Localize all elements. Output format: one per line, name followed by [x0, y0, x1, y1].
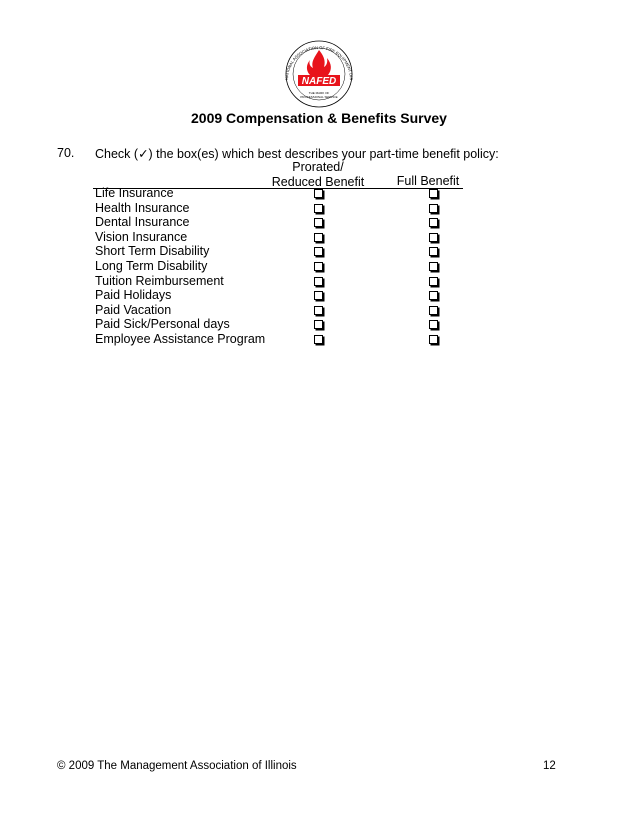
full-benefit-checkbox[interactable] [429, 233, 438, 242]
benefit-row [95, 201, 455, 216]
column-header-prorated-line1: Prorated/ [292, 160, 344, 174]
benefit-row [95, 303, 455, 318]
full-benefit-checkbox[interactable] [429, 262, 438, 271]
column-header-full: Full Benefit [396, 174, 460, 188]
prorated-checkbox[interactable] [314, 306, 323, 315]
logo-brand-text: NAFED [301, 76, 337, 87]
nafed-logo [278, 38, 360, 108]
prorated-checkbox[interactable] [314, 291, 323, 300]
benefit-row [95, 186, 455, 201]
column-header-prorated [266, 160, 370, 189]
full-benefit-checkbox[interactable] [429, 277, 438, 286]
benefit-row [95, 244, 455, 259]
benefit-label: Employee Assistance Program [95, 331, 266, 346]
prorated-checkbox[interactable] [314, 277, 323, 286]
column-header-prorated-line2: Reduced Benefit [271, 174, 365, 189]
page-number: 12 [543, 760, 556, 772]
benefit-row [95, 317, 455, 332]
benefit-label: Tuition Reimbursement [95, 273, 224, 288]
benefit-label: Life Insurance [95, 186, 174, 200]
benefit-label: Short Term Disability [95, 244, 210, 259]
prorated-checkbox[interactable] [314, 247, 323, 256]
prorated-checkbox[interactable] [314, 204, 323, 213]
benefit-row [95, 230, 455, 245]
full-benefit-checkbox[interactable] [429, 335, 438, 344]
full-benefit-checkbox[interactable] [429, 291, 438, 300]
benefit-label: Paid Vacation [95, 302, 172, 317]
benefit-label: Long Term Disability [95, 258, 208, 273]
full-benefit-checkbox[interactable] [429, 189, 438, 198]
footer-copyright: © 2009 The Management Association of Illinois [57, 760, 297, 772]
benefit-label: Paid Sick/Personal days [95, 317, 230, 332]
question-text: Check (✓) the box(es) which best describes your part-time benefit policy: [95, 147, 499, 161]
benefit-row [95, 332, 455, 347]
prorated-checkbox[interactable] [314, 262, 323, 271]
question-number: 70. [57, 146, 75, 160]
logo-ring-text: NATIONAL ASSOCIATION OF FIRE EQUIPMENT DIS [283, 44, 355, 81]
benefit-label: Vision Insurance [95, 229, 188, 244]
prorated-checkbox[interactable] [314, 320, 323, 329]
full-benefit-checkbox[interactable] [429, 247, 438, 256]
flame-icon [307, 50, 331, 75]
document-title: 2009 Compensation & Benefits Survey [191, 110, 447, 126]
full-benefit-checkbox[interactable] [429, 204, 438, 213]
benefit-label: Health Insurance [95, 200, 190, 215]
benefit-row [95, 215, 455, 230]
benefit-row [95, 259, 455, 274]
benefit-label: Dental Insurance [95, 215, 190, 230]
logo-tagline-2: PROFESSIONAL SERVICE [300, 95, 338, 99]
benefit-table [95, 186, 455, 347]
prorated-checkbox[interactable] [314, 218, 323, 227]
benefit-row [95, 288, 455, 303]
prorated-checkbox[interactable] [314, 189, 323, 198]
full-benefit-checkbox[interactable] [429, 218, 438, 227]
prorated-checkbox[interactable] [314, 233, 323, 242]
benefit-label: Paid Holidays [95, 288, 172, 303]
full-benefit-checkbox[interactable] [429, 320, 438, 329]
benefit-row [95, 274, 455, 289]
full-benefit-checkbox[interactable] [429, 306, 438, 315]
logo-tagline-1: THE MARK OF [308, 91, 330, 95]
prorated-checkbox[interactable] [314, 335, 323, 344]
